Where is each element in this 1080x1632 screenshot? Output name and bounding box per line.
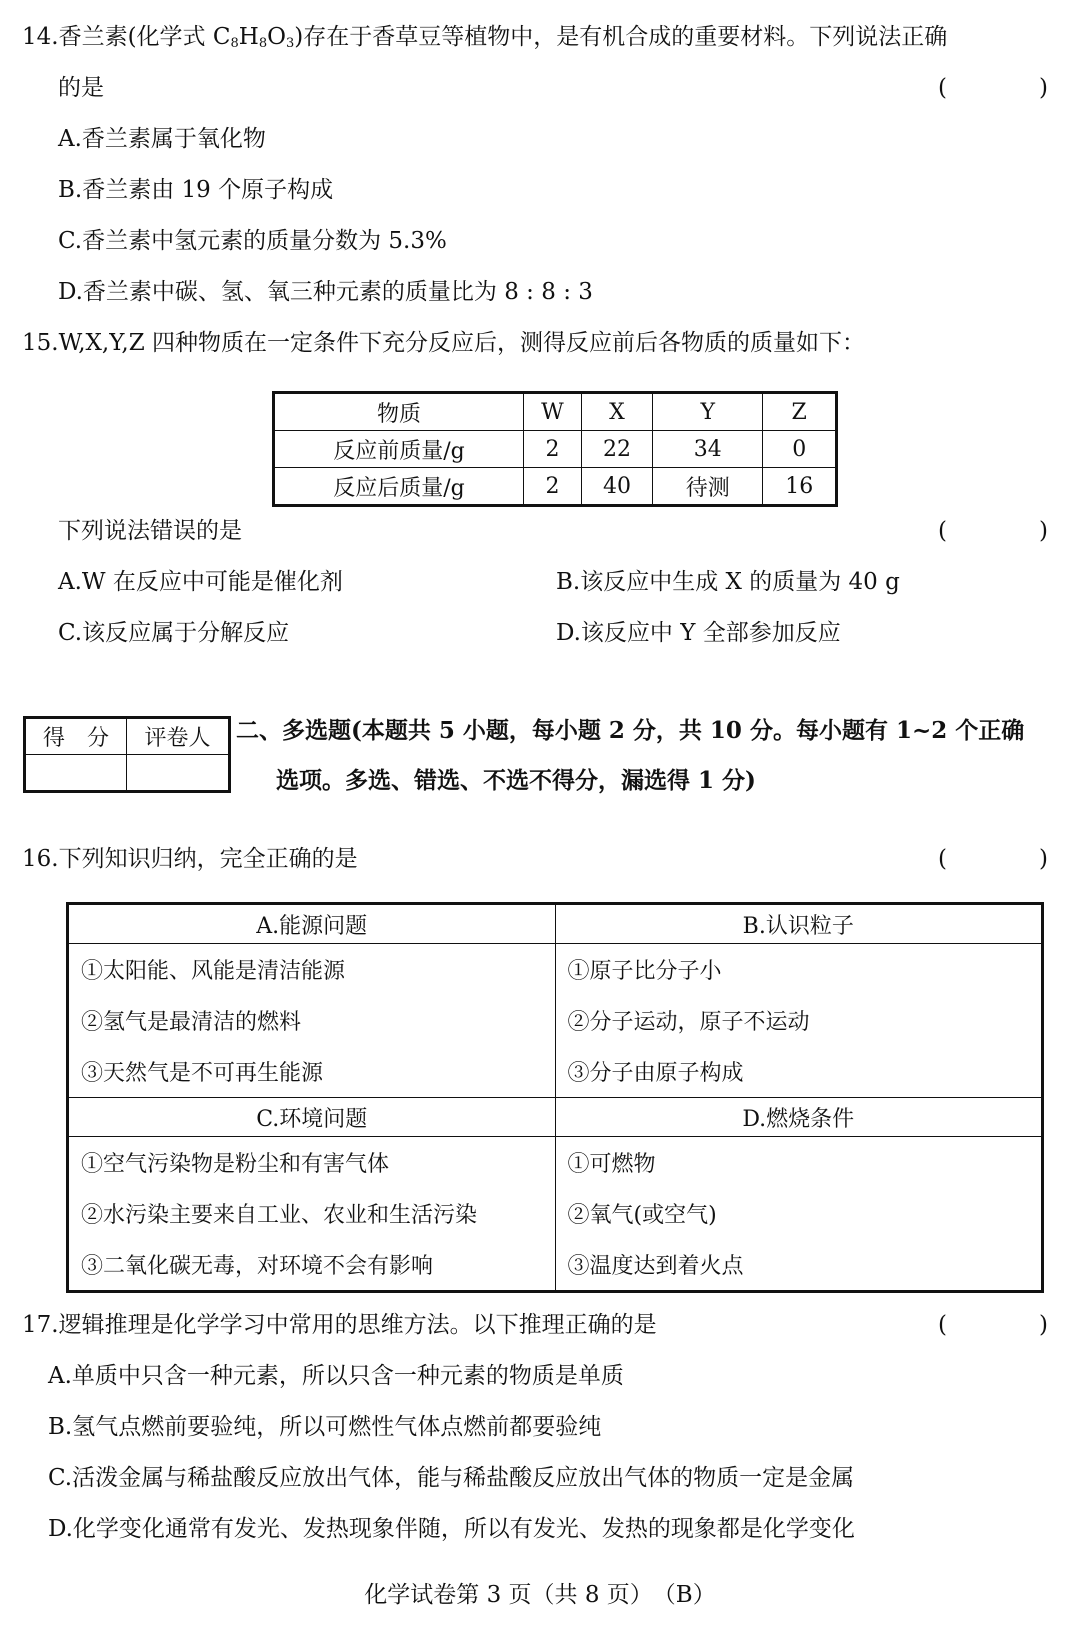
table-header-row [274, 393, 837, 431]
q15-mass-table [272, 391, 838, 507]
option-d-item: ①可燃物 [555, 1137, 1043, 1189]
option-a-title: A.能源问题 [68, 904, 556, 944]
table-header-cell: X [581, 393, 652, 431]
option-d-item: ②氧气(或空气) [555, 1188, 1043, 1239]
option-a-item: ①太阳能、风能是清洁能源 [68, 944, 556, 996]
table-cell: 34 [653, 431, 763, 468]
q14-option-c: C.香兰素中氢元素的质量分数为 5.3% [58, 228, 447, 254]
option-c-item: ③二氧化碳无毒，对环境不会有影响 [68, 1239, 556, 1292]
table-header-cell: 物质 [274, 393, 524, 431]
score-box [23, 716, 231, 793]
q14-option-d: D.香兰素中碳、氢、氧三种元素的质量比为 8 : 8 : 3 [58, 279, 593, 305]
q14-stem-part: )存在于香草豆等植物中，是有机合成的重要材料。下列说法正确 [294, 24, 948, 50]
table-cell: 2 [524, 468, 582, 506]
q17-option-d: D.化学变化通常有发光、发热现象伴随，所以有发光、发热的现象都是化学变化 [48, 1516, 855, 1542]
table-cell: 0 [763, 431, 837, 468]
table-cell: 16 [763, 468, 837, 506]
q16-stem: 16.下列知识归纳，完全正确的是 [22, 846, 358, 872]
page-footer: 化学试卷第 3 页（共 8 页） （B） [364, 1582, 716, 1608]
q14-answer-paren[interactable] [938, 73, 1048, 103]
paren-close: ) [1039, 75, 1048, 101]
paren-open: ( [938, 518, 947, 544]
table-row [274, 468, 837, 506]
option-d-item: ③温度达到着火点 [555, 1239, 1043, 1292]
q16-answer-paren[interactable] [938, 844, 1048, 874]
table-cell: 反应后质量/g [274, 468, 524, 506]
option-a-item: ②氢气是最清洁的燃料 [68, 995, 556, 1046]
q14-stem-line1 [22, 22, 947, 59]
q15-question: 下列说法错误的是 [58, 518, 242, 544]
table-header-cell: W [524, 393, 582, 431]
option-c-item: ①空气污染物是粉尘和有害气体 [68, 1137, 556, 1189]
option-a-item: ③天然气是不可再生能源 [68, 1046, 556, 1098]
option-b-item: ①原子比分子小 [555, 944, 1043, 996]
q15-answer-paren[interactable] [938, 516, 1048, 546]
table-row [274, 431, 837, 468]
option-c-item: ②水污染主要来自工业、农业和生活污染 [68, 1188, 556, 1239]
paren-open: ( [938, 1312, 947, 1338]
q14-stem-part: 14.香兰素(化学式 C [22, 24, 231, 50]
table-cell: 22 [581, 431, 652, 468]
q14-option-a: A.香兰素属于氧化物 [58, 126, 266, 152]
q15-stem: 15.W,X,Y,Z 四种物质在一定条件下充分反应后，测得反应前后各物质的质量如下： [22, 330, 866, 356]
q17-stem: 17.逻辑推理是化学学习中常用的思维方法。以下推理正确的是 [22, 1312, 657, 1338]
q14-option-b: B.香兰素由 19 个原子构成 [58, 177, 334, 203]
option-b-title: B.认识粒子 [555, 904, 1043, 944]
table-cell: 40 [581, 468, 652, 506]
q14-sub-hydrogen: 8 [258, 36, 268, 51]
q17-option-b: B.氢气点燃前要验纯，所以可燃性气体点燃前都要验纯 [48, 1414, 602, 1440]
q14-sub-oxygen: 3 [285, 36, 295, 51]
table-cell: 待测 [653, 468, 763, 506]
q16-knowledge-table [66, 902, 1044, 1293]
table-header-cell: Y [653, 393, 763, 431]
paren-open: ( [938, 846, 947, 872]
section2-title-line2: 选项。多选、错选、不选不得分，漏选得 1 分) [276, 767, 756, 794]
paren-close: ) [1039, 1312, 1048, 1338]
q15-option-b: B.该反应中生成 X 的质量为 40 g [556, 569, 900, 595]
q15-option-d: D.该反应中 Y 全部参加反应 [556, 620, 841, 646]
section2-title-line1: 二、多选题(本题共 5 小题，每小题 2 分，共 10 分。每小题有 1~2 个正确 [236, 717, 1025, 744]
q14-stem-part: O [267, 24, 286, 50]
grader-field[interactable] [127, 755, 230, 792]
option-d-title: D.燃烧条件 [555, 1098, 1043, 1137]
table-header-cell: Z [763, 393, 837, 431]
q17-option-a: A.单质中只含一种元素，所以只含一种元素的物质是单质 [48, 1363, 624, 1389]
paren-open: ( [938, 75, 947, 101]
option-b-item: ②分子运动，原子不运动 [555, 995, 1043, 1046]
q15-option-c: C.该反应属于分解反应 [58, 620, 290, 646]
q15-option-a: A.W 在反应中可能是催化剂 [58, 569, 343, 595]
score-label: 得 分 [25, 718, 127, 755]
q14-sub-carbon: 8 [230, 36, 239, 51]
q17-answer-paren[interactable] [938, 1310, 1048, 1340]
paren-close: ) [1039, 846, 1048, 872]
option-c-title: C.环境问题 [68, 1098, 556, 1137]
score-field[interactable] [25, 755, 127, 792]
table-cell: 2 [524, 431, 582, 468]
table-cell: 反应前质量/g [274, 431, 524, 468]
option-b-item: ③分子由原子构成 [555, 1046, 1043, 1098]
grader-label: 评卷人 [127, 718, 230, 755]
q14-stem-part: H [238, 24, 259, 50]
q17-option-c: C.活泼金属与稀盐酸反应放出气体，能与稀盐酸反应放出气体的物质一定是金属 [48, 1465, 855, 1491]
paren-close: ) [1039, 518, 1048, 544]
q14-stem-line2: 的是 [58, 75, 104, 101]
